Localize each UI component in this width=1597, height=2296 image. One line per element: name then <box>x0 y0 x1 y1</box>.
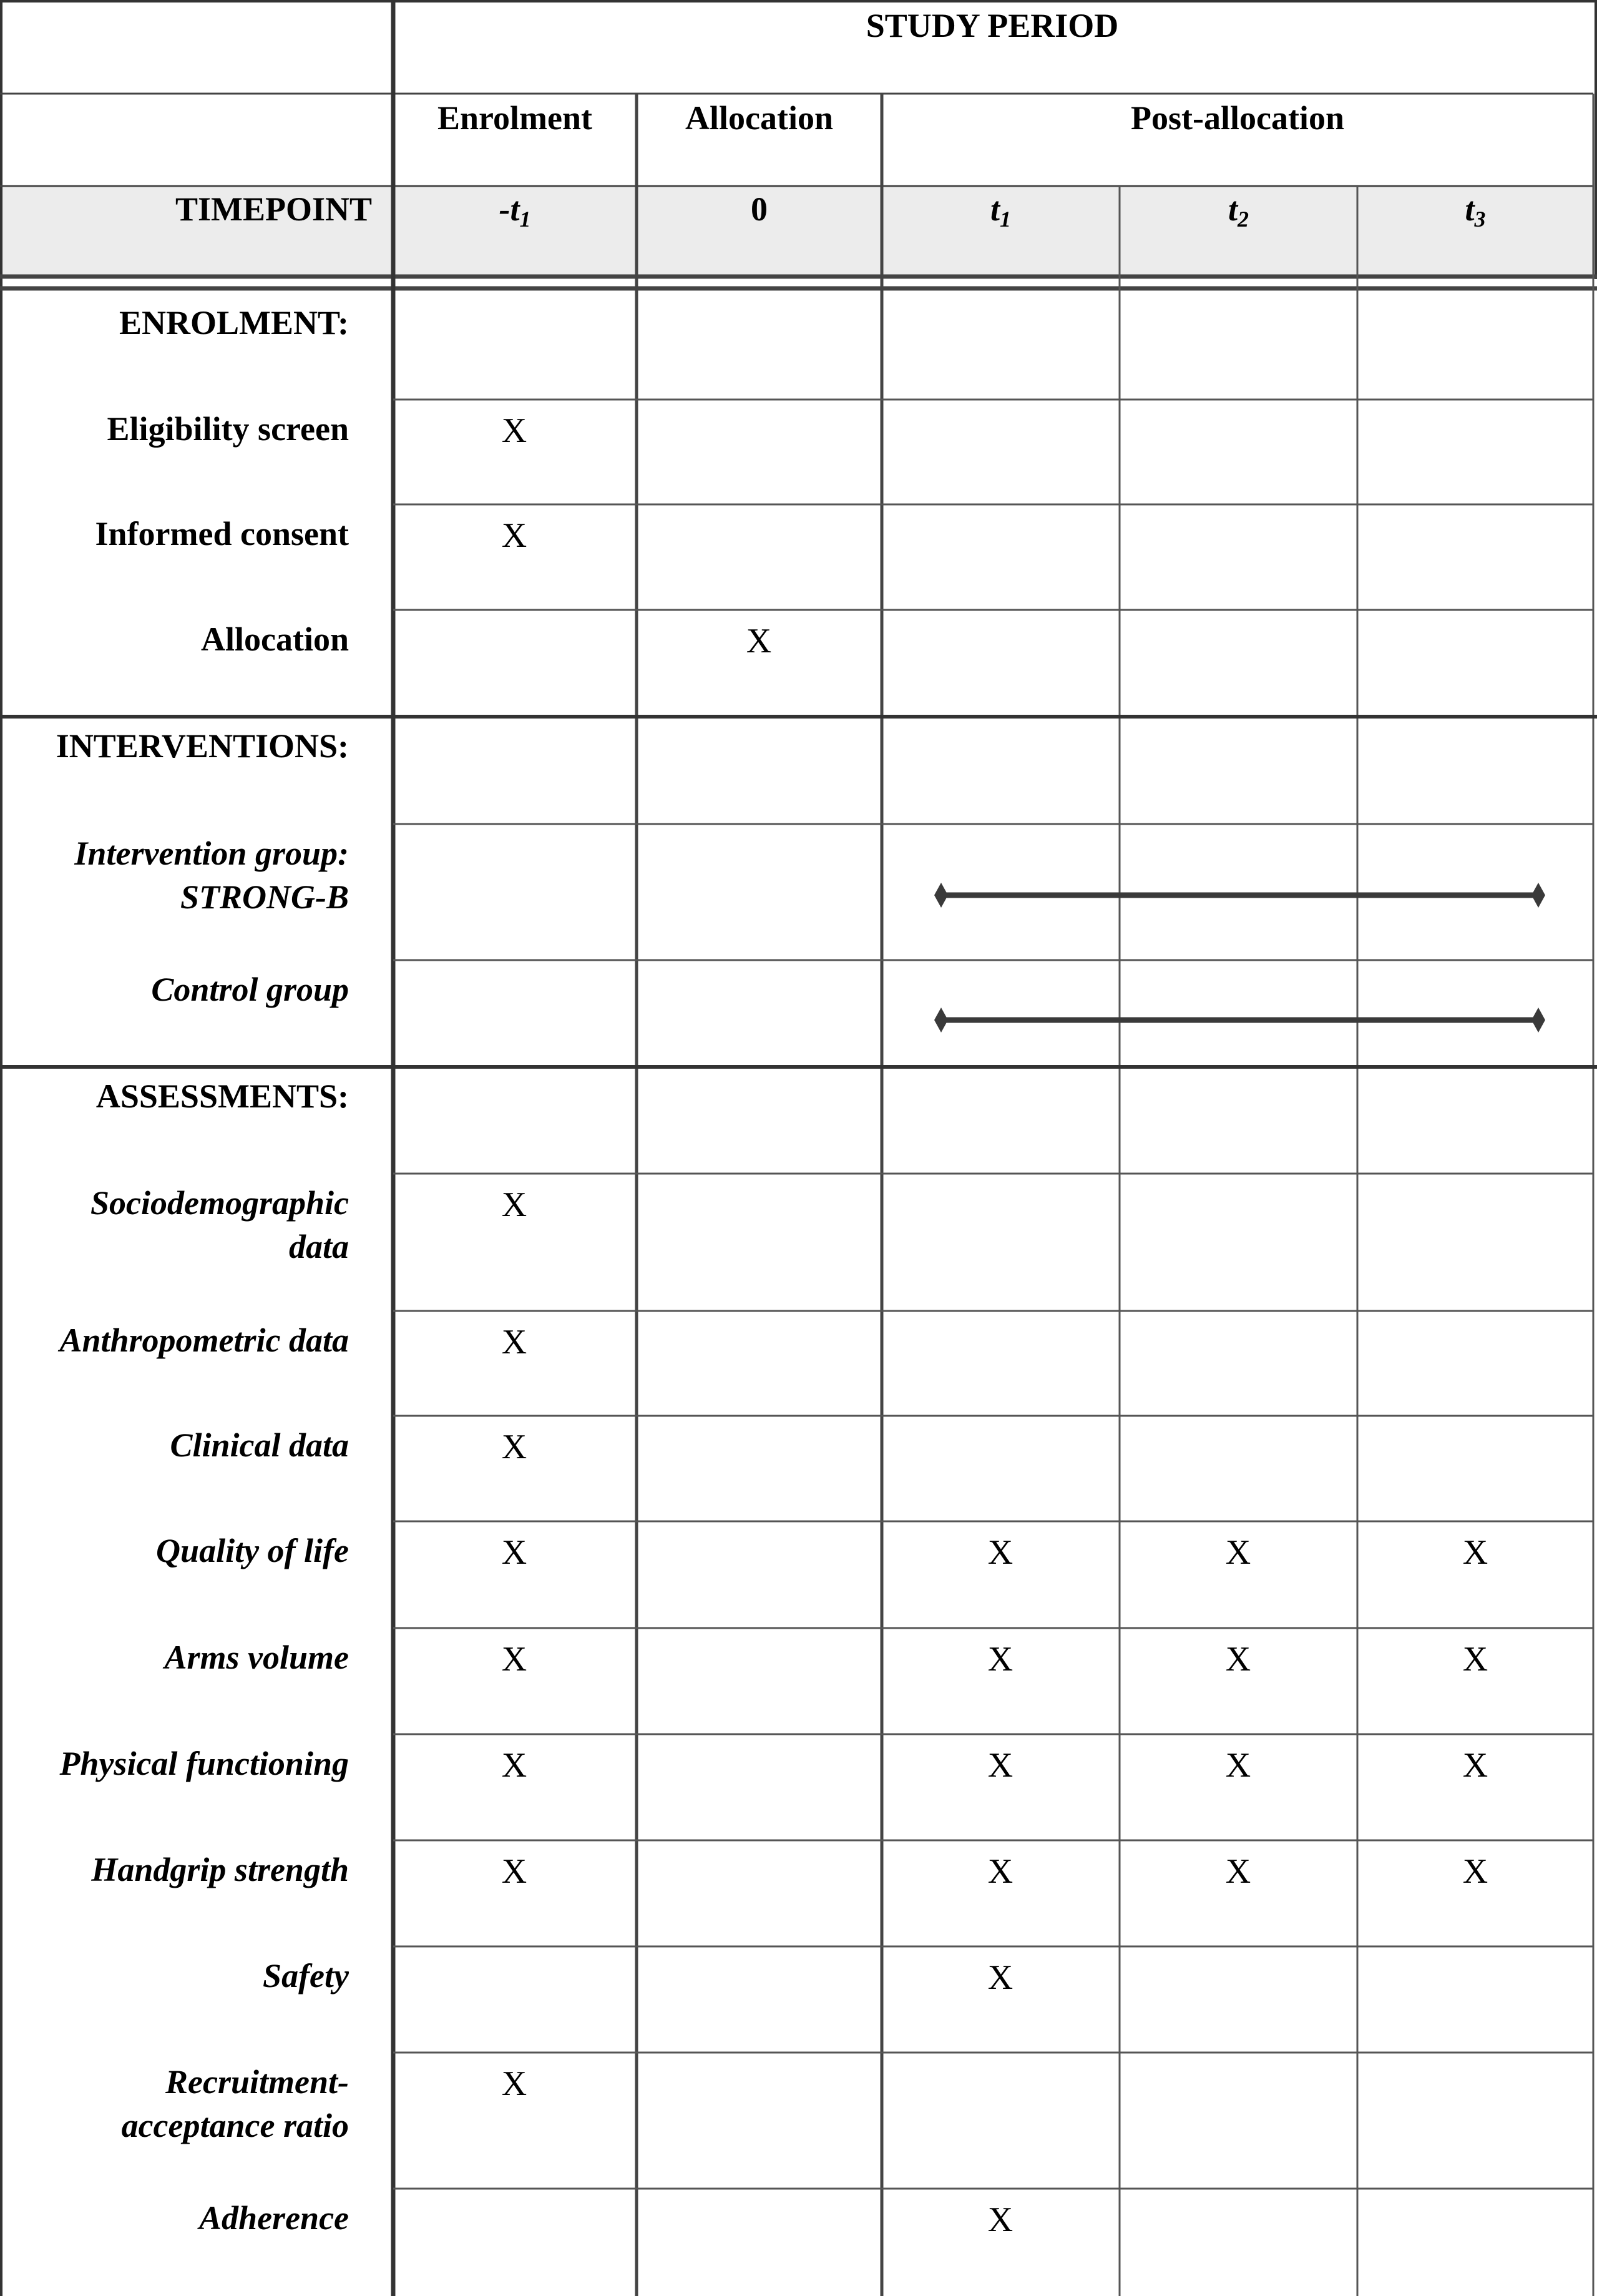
schedule-mark: X <box>501 1185 527 1224</box>
row-label-line: Anthropometric data <box>59 1322 349 1359</box>
schedule-mark: X <box>987 2200 1013 2239</box>
duration-bar-end <box>934 1008 948 1033</box>
schedule-mark: X <box>501 1852 527 1891</box>
row-label-line: Sociodemographic <box>90 1184 349 1222</box>
row-label-line: Arms volume <box>164 1639 349 1676</box>
schedule-mark: X <box>501 411 527 450</box>
timepoint-base: t <box>1228 190 1238 228</box>
row-label-line: STRONG-B <box>180 878 349 916</box>
row-label-line: INTERVENTIONS: <box>56 727 349 765</box>
duration-bar-end <box>1531 1008 1545 1033</box>
timepoint-subscript: 3 <box>1474 207 1486 232</box>
schedule-mark: X <box>1225 1640 1251 1679</box>
schedule-mark: X <box>501 1533 527 1572</box>
timepoint-base: 0 <box>751 190 768 228</box>
schedule-mark: X <box>1462 1746 1488 1785</box>
duration-bar-end <box>1531 883 1545 908</box>
schedule-mark: X <box>501 1746 527 1785</box>
row-label <box>91 1848 349 1891</box>
schedule-mark: X <box>501 516 527 555</box>
row-label <box>151 968 349 1011</box>
schedule-mark: X <box>987 1746 1013 1785</box>
schedule-mark: X <box>1225 1746 1251 1785</box>
schedule-mark: X <box>987 1852 1013 1891</box>
row-label <box>170 1423 349 1467</box>
timepoint-cell <box>637 187 882 231</box>
row-label <box>263 1954 349 1998</box>
schedule-mark: X <box>1462 1533 1488 1572</box>
duration-bar-end <box>934 883 948 908</box>
row-label <box>90 1181 349 1268</box>
schedule-mark: X <box>501 1428 527 1466</box>
row-label <box>122 2060 349 2147</box>
row-label-line: Safety <box>263 1957 349 1994</box>
timepoint-base: t <box>990 190 1000 228</box>
row-label-line: Informed consent <box>95 515 349 552</box>
row-label <box>59 1742 349 1785</box>
row-label-line: Adherence <box>199 2199 349 2237</box>
row-label <box>107 407 349 451</box>
row-label <box>56 724 349 768</box>
timepoint-base: -t <box>499 190 520 228</box>
post-allocation-heading: Post-allocation <box>1131 99 1344 137</box>
row-label <box>96 1074 349 1118</box>
schedule-mark: X <box>501 1640 527 1679</box>
timepoint-cell <box>1357 187 1593 241</box>
schedule-mark: X <box>1225 1852 1251 1891</box>
row-label-line: Intervention group: <box>74 835 349 872</box>
row-label-line: Clinical data <box>170 1426 349 1464</box>
timepoint-cell <box>882 187 1120 241</box>
schedule-mark: X <box>501 2064 527 2103</box>
timepoint-subscript: 2 <box>1238 207 1249 232</box>
timepoint-cell <box>1120 187 1357 241</box>
timepoint-label: TIMEPOINT <box>175 190 372 228</box>
row-label <box>95 512 349 556</box>
row-label-line: Eligibility screen <box>107 410 349 448</box>
row-label-line: Allocation <box>201 621 349 658</box>
row-label-line: data <box>288 1228 349 1265</box>
row-label-line: ASSESSMENTS: <box>95 1077 349 1115</box>
study-period-heading: STUDY PERIOD <box>866 7 1119 44</box>
schedule-mark: X <box>987 1958 1013 1997</box>
row-label <box>59 1318 349 1362</box>
row-label <box>74 832 349 919</box>
row-label <box>119 301 349 345</box>
row-label <box>156 1529 349 1572</box>
row-label <box>199 2196 349 2240</box>
schedule-mark: X <box>1225 1533 1251 1572</box>
timepoint-cell <box>393 187 637 241</box>
timepoint-subscript: 1 <box>519 207 531 232</box>
allocation-heading: Allocation <box>685 99 833 137</box>
row-label-line: Physical functioning <box>59 1745 349 1782</box>
row-label-line: Handgrip strength <box>91 1851 349 1888</box>
schedule-mark: X <box>1462 1640 1488 1679</box>
row-label-line: Recruitment- <box>165 2063 349 2101</box>
schedule-mark: X <box>987 1533 1013 1572</box>
row-label-line: Quality of life <box>156 1532 349 1569</box>
timepoint-subscript: 1 <box>1000 207 1011 232</box>
schedule-mark: X <box>501 1323 527 1361</box>
row-label-line: ENROLMENT: <box>119 304 349 341</box>
row-label-line: Control group <box>151 971 349 1008</box>
schedule-mark: X <box>746 622 772 660</box>
row-label <box>201 617 349 661</box>
enrolment-heading: Enrolment <box>437 99 592 137</box>
timepoint-base: t <box>1465 190 1475 228</box>
schedule-mark: X <box>1462 1852 1488 1891</box>
row-label-line: acceptance ratio <box>121 2107 349 2144</box>
row-label <box>164 1636 349 1679</box>
schedule-mark: X <box>987 1640 1013 1679</box>
